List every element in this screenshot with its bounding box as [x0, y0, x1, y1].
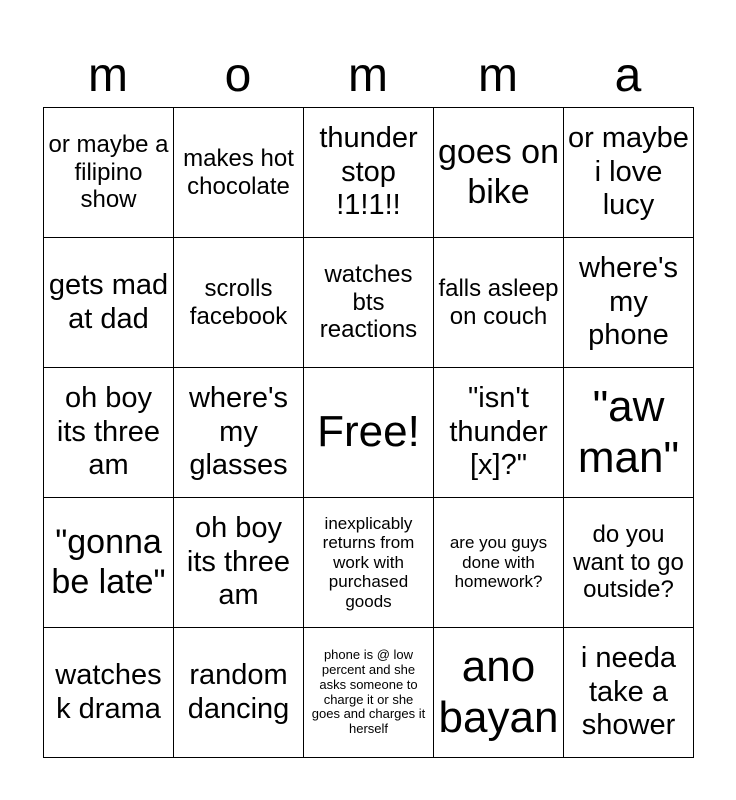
header-letter: a: [614, 49, 642, 102]
bingo-cell[interactable]: "gonna be late": [44, 498, 174, 628]
bingo-cell[interactable]: falls asleep on couch: [434, 238, 564, 368]
bingo-cell[interactable]: gets mad at dad: [44, 238, 174, 368]
bingo-cell[interactable]: where's my phone: [564, 238, 694, 368]
bingo-cell[interactable]: "isn't thunder [x]?": [434, 368, 564, 498]
header-letter: m: [478, 49, 518, 102]
header-letter: m: [348, 49, 388, 102]
board-row: [44, 238, 694, 368]
bingo-cell[interactable]: are you guys done with homework?: [434, 498, 564, 628]
bingo-cell[interactable]: watches k drama: [44, 628, 174, 758]
free-space-cell[interactable]: Free!: [304, 368, 434, 498]
header-letter: m: [88, 49, 128, 102]
board-row: [44, 368, 694, 498]
bingo-cell[interactable]: goes on bike: [434, 108, 564, 238]
bingo-board: [43, 107, 694, 758]
bingo-cell[interactable]: where's my glasses: [174, 368, 304, 498]
bingo-cell[interactable]: phone is @ low percent and she asks someone to charge it or she goes and charges it herself: [304, 628, 434, 758]
bingo-cell[interactable]: ano bayan: [434, 628, 564, 758]
bingo-cell[interactable]: do you want to go outside?: [564, 498, 694, 628]
bingo-cell[interactable]: oh boy its three am: [174, 498, 304, 628]
bingo-cell[interactable]: or maybe a filipino show: [44, 108, 174, 238]
header-letter: o: [224, 49, 252, 102]
board-row: [44, 498, 694, 628]
board-row: [44, 628, 694, 758]
board-row: [44, 108, 694, 238]
bingo-cell[interactable]: i needa take a shower: [564, 628, 694, 758]
bingo-cell[interactable]: or maybe i love lucy: [564, 108, 694, 238]
bingo-cell[interactable]: makes hot chocolate: [174, 108, 304, 238]
bingo-cell[interactable]: watches bts reactions: [304, 238, 434, 368]
bingo-cell[interactable]: scrolls facebook: [174, 238, 304, 368]
bingo-header: [43, 46, 693, 106]
bingo-cell[interactable]: "aw man": [564, 368, 694, 498]
bingo-cell[interactable]: thunder stop !1!1!!: [304, 108, 434, 238]
bingo-cell[interactable]: inexplicably returns from work with purchased goods: [304, 498, 434, 628]
bingo-cell[interactable]: random dancing: [174, 628, 304, 758]
bingo-cell[interactable]: oh boy its three am: [44, 368, 174, 498]
